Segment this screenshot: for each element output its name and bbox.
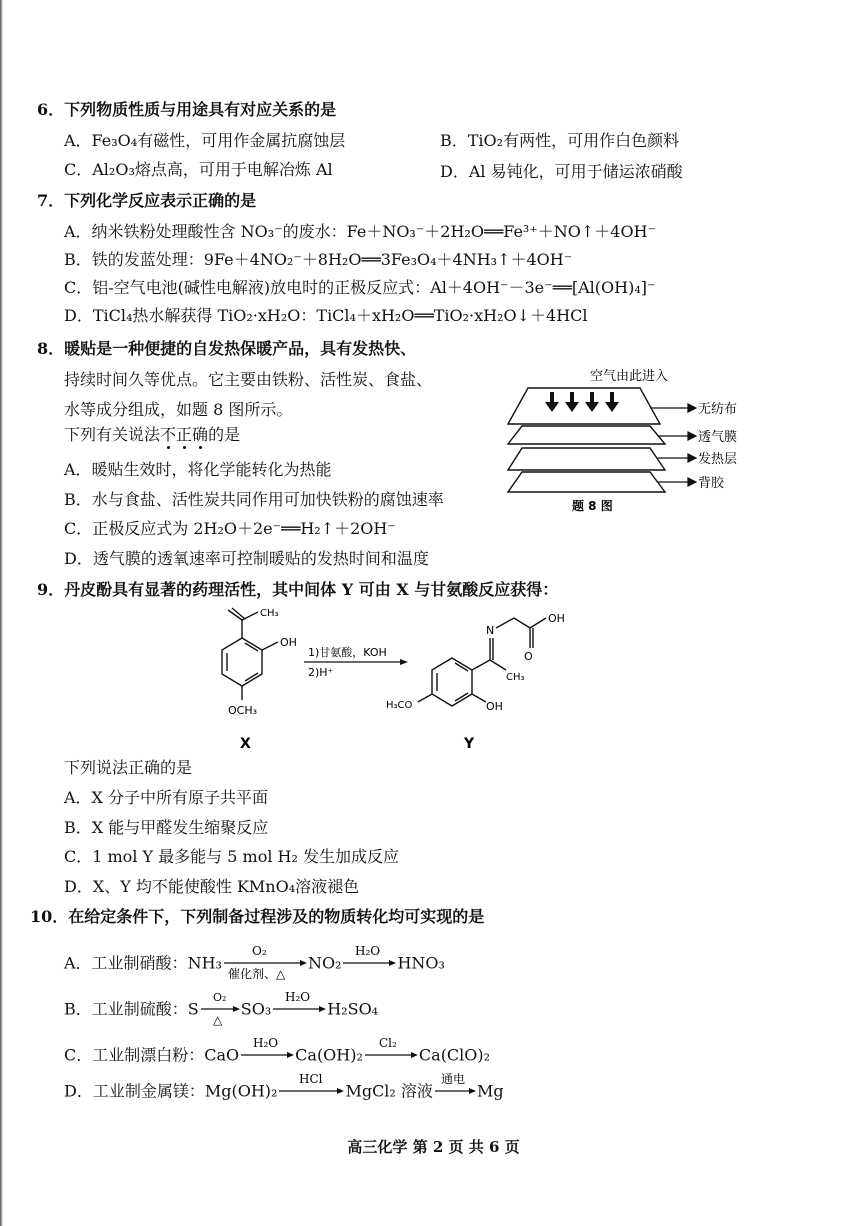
q9-option-d: D．X、Y 均不能使酸性 KMnO₄溶液褪色 (64, 877, 360, 896)
fig8-air-arrows (545, 392, 619, 412)
q8-emphasis-char: 正 (176, 425, 193, 444)
q8-stem-post: 的是 (208, 425, 241, 444)
q10a-label: A．工业制硝酸： (64, 953, 188, 973)
q8-title-line1: 8．暖贴是一种便捷的自发热保暖产品，具有发热快、 (37, 339, 417, 358)
q10b-species-1: S (187, 999, 199, 1019)
q10-option-b (64, 990, 378, 1030)
q10a-arrow-1 (222, 944, 308, 984)
q10d-arrow2-top: 通电 (440, 1072, 465, 1086)
q8-option-a: A．暖贴生效时，将化学能转化为热能 (64, 460, 332, 479)
q10a-arrow1-bottom: 催化剂、△ (227, 967, 286, 981)
q6-option-a: A．Fe₃O₄有磁性，可用作金属抗腐蚀层 (64, 131, 346, 150)
q9-reaction-scheme (200, 600, 620, 750)
q10a-arrow-2 (341, 944, 397, 984)
q9-option-b: B．X 能与甲醛发生缩聚反应 (64, 818, 269, 837)
figure-8-hand-warmer-layers (500, 366, 790, 516)
fig8-label-nonwoven: 无纺布 (698, 402, 738, 417)
y-ch3-label: CH₃ (506, 672, 525, 683)
q10d-arrow-2 (433, 1072, 477, 1112)
q6-option-d: D．Al 易钝化，可用于储运浓硝酸 (440, 162, 683, 181)
fig8-label-adhesive: 背胶 (698, 476, 725, 491)
q7-option-c: C．铝-空气电池(碱性电解液)放电时的正极反应式：Al＋4OH⁻－3e⁻══[Al(OH)₄]⁻ (64, 278, 656, 297)
q6-option-b: B．TiO₂有两性，可用作白色颜料 (440, 131, 680, 150)
q10b-arrow1-top: O₂ (212, 991, 227, 1004)
molecule-x-structure (222, 608, 278, 700)
y-oh-top-label: OH (548, 612, 565, 625)
q10d-species-2: MgCl₂ 溶液 (345, 1081, 433, 1101)
q10c-arrow1-top: H₂O (253, 1036, 279, 1050)
reaction-condition-2: 2)H⁺ (308, 666, 334, 679)
q10d-arrow-1 (277, 1072, 345, 1112)
q6-option-c: C．Al₂O₃熔点高，可用于电解冶炼 Al (64, 160, 333, 179)
q9-option-a: A．X 分子中所有原子共平面 (64, 788, 269, 807)
q10d-species-3: Mg (476, 1081, 504, 1101)
q10-option-d (64, 1072, 504, 1112)
q7-option-b: B．铁的发蓝处理：9Fe＋4NO₂⁻＋8H₂O══3Fe₃O₄＋4NH₃↑＋4OH⁻ (64, 250, 573, 269)
page-footer: 高三化学 第 2 页 共 6 页 (347, 1138, 520, 1156)
q10c-arrow2-top: Cl₂ (378, 1036, 397, 1050)
fig8-label-heating: 发热层 (698, 452, 738, 467)
q8-option-c: C．正极反应式为 2H₂O＋2e⁻══H₂↑＋2OH⁻ (64, 519, 396, 538)
q8-title-line2: 持续时间久等优点。它主要由铁粉、活性炭、食盐、 (64, 370, 433, 389)
q10a-arrow1-top: O₂ (251, 944, 267, 958)
q8-option-d: D．透气膜的透氧速率可控制暖贴的发热时间和温度 (64, 549, 429, 568)
x-och3-label: OCH₃ (228, 704, 258, 717)
y-oh-label: OH (486, 700, 503, 713)
q10c-species-3: Ca(ClO)₂ (418, 1045, 491, 1065)
q10-title: 10．在给定条件下，下列制备过程涉及的物质转化均可实现的是 (30, 907, 485, 926)
q8-emphasis-char: 不 (160, 425, 177, 444)
q8-stem (64, 425, 240, 445)
q10a-species-3: HNO₃ (397, 953, 445, 973)
q10d-label: D．工业制金属镁： (64, 1081, 205, 1101)
q10d-species-1: Mg(OH)₂ (204, 1081, 278, 1101)
q6-title: 6．下列物质性质与用途具有对应关系的是 (37, 100, 337, 119)
q10c-species-2: Ca(OH)₂ (295, 1045, 363, 1065)
fig8-top-label: 空气由此进入 (590, 369, 669, 384)
q10c-arrow-2 (363, 1036, 419, 1076)
q10c-species-1: CaO (204, 1045, 240, 1065)
q8-option-b: B．水与食盐、活性炭共同作用可加快铁粉的腐蚀速率 (64, 490, 444, 509)
label-x: X (240, 736, 251, 750)
fig8-layer-nonwoven (508, 388, 660, 424)
fig8-caption: 题 8 图 (572, 499, 613, 513)
q10c-arrow-1 (239, 1036, 295, 1076)
q10b-arrow2-top: H₂O (285, 990, 311, 1004)
x-ch3-label: CH₃ (260, 608, 279, 619)
q7-option-a: A．纳米铁粉处理酸性含 NO₃⁻的废水：Fe＋NO₃⁻＋2H₂O══Fe³⁺＋NO↑＋4OH⁻ (64, 222, 656, 241)
q10b-species-3: H₂SO₄ (327, 999, 379, 1019)
q9-option-c: C．1 mol Y 最多能与 5 mol H₂ 发生加成反应 (64, 847, 399, 866)
y-n-label: N (486, 624, 495, 637)
q10b-arrow-2 (271, 990, 327, 1030)
q10-option-c (64, 1036, 490, 1076)
q7-title: 7．下列化学反应表示正确的是 (37, 191, 257, 210)
fig8-layer-adhesive (508, 472, 665, 492)
y-h3co-label: H₃CO (386, 700, 413, 711)
q10b-species-2: SO₃ (240, 999, 272, 1019)
q10-option-a (64, 944, 445, 984)
q10b-arrow1-bottom: △ (212, 1013, 222, 1027)
fig8-layer-membrane (508, 426, 665, 444)
label-y: Y (464, 736, 475, 750)
q10d-arrow1-top: HCl (299, 1072, 323, 1086)
x-oh-label: OH (280, 636, 297, 649)
q8-stem-emphasis (160, 425, 208, 444)
fig8-layer-heating (508, 448, 665, 470)
q7-option-d: D．TiCl₄热水解获得 TiO₂·xH₂O：TiCl₄＋xH₂O══TiO₂·xH₂O↓＋4HCl (64, 306, 588, 325)
q10a-species-1: NH₃ (187, 953, 222, 973)
y-carbonyl-o-label: O (524, 650, 533, 663)
q8-stem-pre: 下列有关说法 (64, 425, 161, 444)
q10b-label: B．工业制硫酸： (64, 999, 188, 1019)
fig8-label-membrane: 透气膜 (698, 430, 738, 445)
q8-title-line3: 水等成分组成，如题 8 图所示。 (64, 400, 293, 419)
q9-stem: 下列说法正确的是 (64, 758, 193, 777)
q10a-arrow2-top: H₂O (355, 944, 381, 958)
reaction-condition-1: 1)甘氨酸，KOH (308, 646, 387, 659)
q10b-arrow-1 (199, 990, 241, 1030)
q8-emphasis-char: 确 (192, 425, 209, 444)
q10a-species-2: NO₂ (307, 953, 342, 973)
q9-title: 9．丹皮酚具有显著的药理活性，其中间体 Y 可由 X 与甘氨酸反应获得： (37, 580, 559, 599)
q10c-label: C．工业制漂白粉： (64, 1045, 205, 1065)
